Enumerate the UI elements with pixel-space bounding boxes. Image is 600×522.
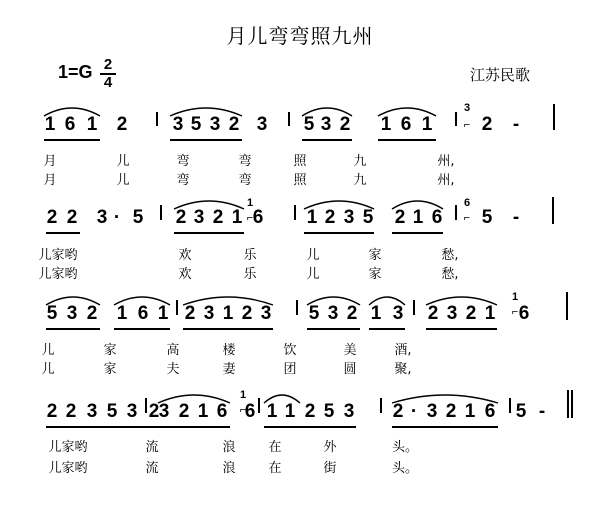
lyric-verse1: 浪 [222,440,236,455]
note: 6 [137,303,149,324]
note: 2 [178,401,190,422]
lyric-verse2: 在 [268,461,282,476]
note: 1 [464,401,476,422]
lyric-verse1: 楼 [222,343,236,358]
time-signature-top: 2 [103,56,113,73]
note: 6 [484,401,496,422]
note: 2 [212,207,224,228]
note: 2 [394,207,406,228]
grace-note: 6 [463,197,471,209]
beam-underline [183,328,273,330]
lyric-verse1: 儿 [306,248,320,263]
lyric-verse1: 九 [353,154,367,169]
lyric-verse2: 家 [103,362,117,377]
note: 1 [370,303,382,324]
beam-underline [158,426,230,428]
barline [455,112,457,126]
note: 3 [66,303,78,324]
note: 5 [323,401,335,422]
note: · [410,401,418,422]
lyric-verse2: 聚, [394,362,412,377]
lyric-verse1: 弯 [176,154,190,169]
note: 2 [184,303,196,324]
lyric-verse1: 美 [343,343,357,358]
note: 2 [346,303,358,324]
lyric-verse2: 乐 [243,267,257,282]
beam-underline [46,426,162,428]
barline [455,205,457,220]
barline [288,112,290,126]
note: 3 [392,303,404,324]
note: 2 [175,207,187,228]
note: 2 [241,303,253,324]
note: 6 [216,401,228,422]
barline [156,112,158,126]
song-origin: 江苏民歌 [470,66,531,84]
beam-underline [392,426,498,428]
lyric-verse2: 愁, [441,267,459,282]
note: 6 [400,114,412,135]
note: 3 [327,303,339,324]
lyric-verse1: 饮 [283,343,297,358]
grace-note: 1 [246,197,254,209]
lyric-verse1: 月 [43,154,57,169]
barline [145,398,147,413]
note: 6 [431,207,443,228]
lyric-verse2: 圆 [343,362,357,377]
lyric-verse1: 儿家哟 [48,440,88,455]
note: 2 [445,401,457,422]
grace-note: 1 [239,389,247,401]
note: 3 [96,207,108,228]
lyric-verse2: 家 [368,267,382,282]
note: 3 [343,207,355,228]
lyric-verse2: 夫 [166,362,180,377]
note: 2 [465,303,477,324]
lyric-verse2: 儿家哟 [48,461,88,476]
lyric-verse2: 欢 [178,267,192,282]
note: 3 [320,114,332,135]
note: 3 [172,114,184,135]
note: 1 [284,401,296,422]
lyric-verse1: 头。 [391,440,419,455]
lyric-verse1: 儿 [41,343,55,358]
note: 3 [86,401,98,422]
note: 3 [343,401,355,422]
beam-underline [378,139,436,141]
note: 3 [203,303,215,324]
lyric-verse2: 浪 [222,461,236,476]
beam-underline [170,139,242,141]
note: 1 [421,114,433,135]
note: 2 [392,401,404,422]
lyric-verse2: 九 [353,173,367,188]
note: 3 [126,401,138,422]
note: 2 [304,401,316,422]
note: 5 [308,303,320,324]
grace-note: ⌐ [246,212,254,224]
note: 1 [231,207,243,228]
note: 2 [339,114,351,135]
note: 1 [116,303,128,324]
lyric-verse2: 月 [43,173,57,188]
lyric-verse2: 弯 [238,173,252,188]
note: 5 [106,401,118,422]
note: 3 [256,114,268,135]
beam-underline [426,328,497,330]
note: 2 [86,303,98,324]
beam-underline [44,139,100,141]
barline [566,292,568,320]
beam-underline [174,232,244,234]
note: 2 [228,114,240,135]
barline [380,398,382,413]
grace-note: ⌐ [463,119,471,131]
note: 6 [518,303,530,324]
note: 1 [266,401,278,422]
lyric-verse1: 州, [437,154,455,169]
barline [567,390,569,418]
lyric-verse1: 照 [293,154,307,169]
beam-underline [46,232,80,234]
note: 3 [209,114,221,135]
beam-underline [307,328,360,330]
note: 2 [116,114,128,135]
note: 2 [66,207,78,228]
beam-underline [114,328,170,330]
beam-underline [304,232,374,234]
note: 5 [481,207,493,228]
note: 5 [303,114,315,135]
barline [294,205,296,220]
lyric-verse2: 儿 [306,267,320,282]
beam-underline [302,139,352,141]
note: 2 [46,401,58,422]
note: 2 [481,114,493,135]
lyric-verse2: 儿 [41,362,55,377]
lyric-verse2: 州, [437,173,455,188]
lyric-verse1: 家 [368,248,382,263]
note: 1 [157,303,169,324]
note: 3 [193,207,205,228]
note: 1 [380,114,392,135]
lyric-verse1: 欢 [178,248,192,263]
barline [552,197,554,224]
note: 1 [222,303,234,324]
note: 1 [306,207,318,228]
lyric-verse1: 愁, [441,248,459,263]
note: 6 [64,114,76,135]
lyric-verse1: 流 [145,440,159,455]
note: 2 [324,207,336,228]
lyric-verse2: 流 [145,461,159,476]
beam-underline [264,426,356,428]
lyric-verse1: 弯 [238,154,252,169]
lyric-verse1: 高 [166,343,180,358]
barline [296,300,298,315]
barline [413,300,415,315]
lyric-verse2: 妻 [222,362,236,377]
grace-note: ⌐ [511,306,519,318]
beam-underline [369,328,405,330]
grace-note: ⌐ [239,404,247,416]
note: 3 [260,303,272,324]
note: 5 [132,207,144,228]
lyric-verse2: 头。 [391,461,419,476]
lyric-verse1: 外 [323,440,337,455]
barline [509,398,511,413]
note: 3 [158,401,170,422]
note: 5 [190,114,202,135]
note: 1 [412,207,424,228]
lyric-verse1: 儿 [116,154,130,169]
note: 5 [46,303,58,324]
note: - [512,114,520,135]
note: 1 [44,114,56,135]
note: 6 [244,401,256,422]
note: 2 [65,401,77,422]
note: 3 [446,303,458,324]
note: - [512,207,520,228]
note: 5 [515,401,527,422]
lyric-verse2: 街 [323,461,337,476]
lyric-verse1: 酒, [394,343,412,358]
grace-note: ⌐ [463,212,471,224]
beam-underline [46,328,100,330]
grace-note: 1 [511,291,519,303]
note: · [113,207,121,228]
lyric-verse1: 儿家哟 [38,248,78,263]
barline [553,104,555,130]
key-signature: 1=G [58,62,93,82]
lyric-verse2: 团 [283,362,297,377]
barline [176,300,178,315]
lyric-verse2: 儿 [116,173,130,188]
lyric-verse1: 乐 [243,248,257,263]
note: - [538,401,546,422]
note: 5 [362,207,374,228]
note: 1 [86,114,98,135]
beam-underline [392,232,443,234]
note: 2 [427,303,439,324]
grace-note: 3 [463,102,471,114]
note: 3 [426,401,438,422]
barline [258,398,260,413]
song-title: 月儿弯弯照九州 [226,24,374,48]
lyric-verse2: 照 [293,173,307,188]
time-signature-bottom: 4 [103,74,113,91]
note: 2 [148,401,160,422]
note: 6 [252,207,264,228]
barline [571,390,573,418]
barline [160,205,162,220]
lyric-verse2: 儿家哟 [38,267,78,282]
lyric-verse1: 家 [103,343,117,358]
lyric-verse2: 弯 [176,173,190,188]
note: 2 [46,207,58,228]
note: 1 [484,303,496,324]
lyric-verse1: 在 [268,440,282,455]
note: 1 [197,401,209,422]
